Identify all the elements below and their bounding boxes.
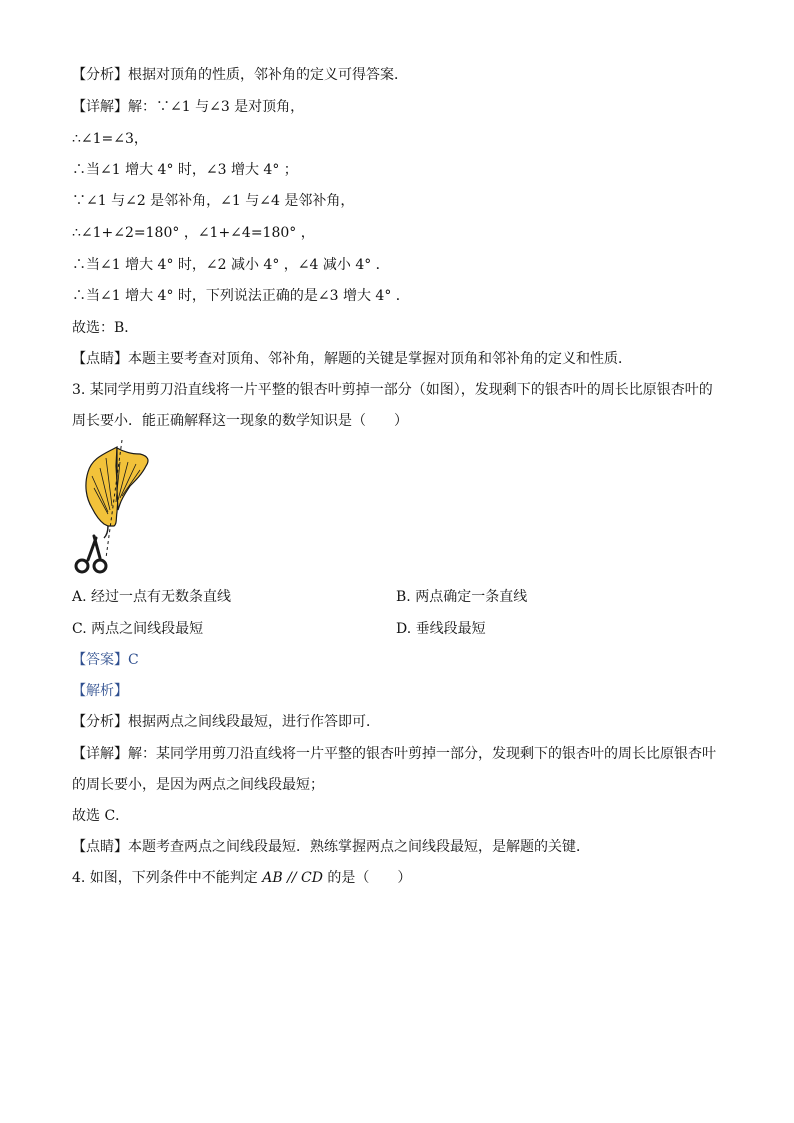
comment-line: 【点睛】本题主要考查对顶角、邻补角，解题的关键是掌握对顶角和邻补角的定义和性质． [72,351,632,367]
q4-math: AB // CD [262,870,323,886]
q4-stem [72,868,411,888]
choice-line: 故选 C． [72,808,130,824]
analysis-line: 【分析】根据对顶角的性质，邻补角的定义可得答案． [72,67,408,83]
step-line: ∴当∠1 增大 4° 时，∠2 减小 4° ，∠4 减小 4° ． [72,257,390,273]
step-line: ∴当∠1 增大 4° 时，下列说法正确的是∠3 增大 4° ． [72,288,410,304]
step-line: ∴∠1=∠3， [72,131,148,147]
q4-stem-prefix: 4. 如图，下列条件中不能判定 [72,870,263,886]
q3-stem-line-2: 周长要小．能正确解释这一现象的数学知识是（ ） [72,413,408,429]
option-a: A. 经过一点有无数条直线 [72,589,232,605]
detail-line: 【详解】解：∵∠1 与∠3 是对顶角， [72,99,305,115]
analysis-line: 【分析】根据两点之间线段最短，进行作答即可． [72,714,380,730]
step-line: ∵∠1 与∠2 是邻补角，∠1 与∠4 是邻补角， [72,193,355,209]
q4-stem-suffix: 的是（ ） [322,870,412,886]
detail-line: 的周长要小，是因为两点之间线段最短； [72,777,324,793]
detail-line: 【详解】解：某同学用剪刀沿直线将一片平整的银杏叶剪掉一部分，发现剩下的银杏叶的周长比原银杏叶 [72,746,716,762]
option-d: D. 垂线段最短 [396,621,486,637]
comment-line: 【点睛】本题考查两点之间线段最短．熟练掌握两点之间线段最短，是解题的关键． [72,839,590,855]
step-line: ∴∠1+∠2=180° ，∠1+∠4=180° ， [72,225,315,241]
option-b: B. 两点确定一条直线 [396,589,528,605]
answer-line: 【答案】C [72,652,139,668]
scissors-icon [76,536,106,572]
ginkgo-leaf [86,447,148,538]
ginkgo-scissors-figure [70,440,160,576]
solution-heading: 【解析】 [72,683,128,699]
option-c: C. 两点之间线段最短 [72,621,204,637]
q3-stem-line-1: 3. 某同学用剪刀沿直线将一片平整的银杏叶剪掉一部分（如图），发现剩下的银杏叶的周长比原银杏叶的 [72,382,713,398]
step-line: ∴当∠1 增大 4° 时，∠3 增大 4° ； [72,162,298,178]
choice-line: 故选：B． [72,320,139,336]
